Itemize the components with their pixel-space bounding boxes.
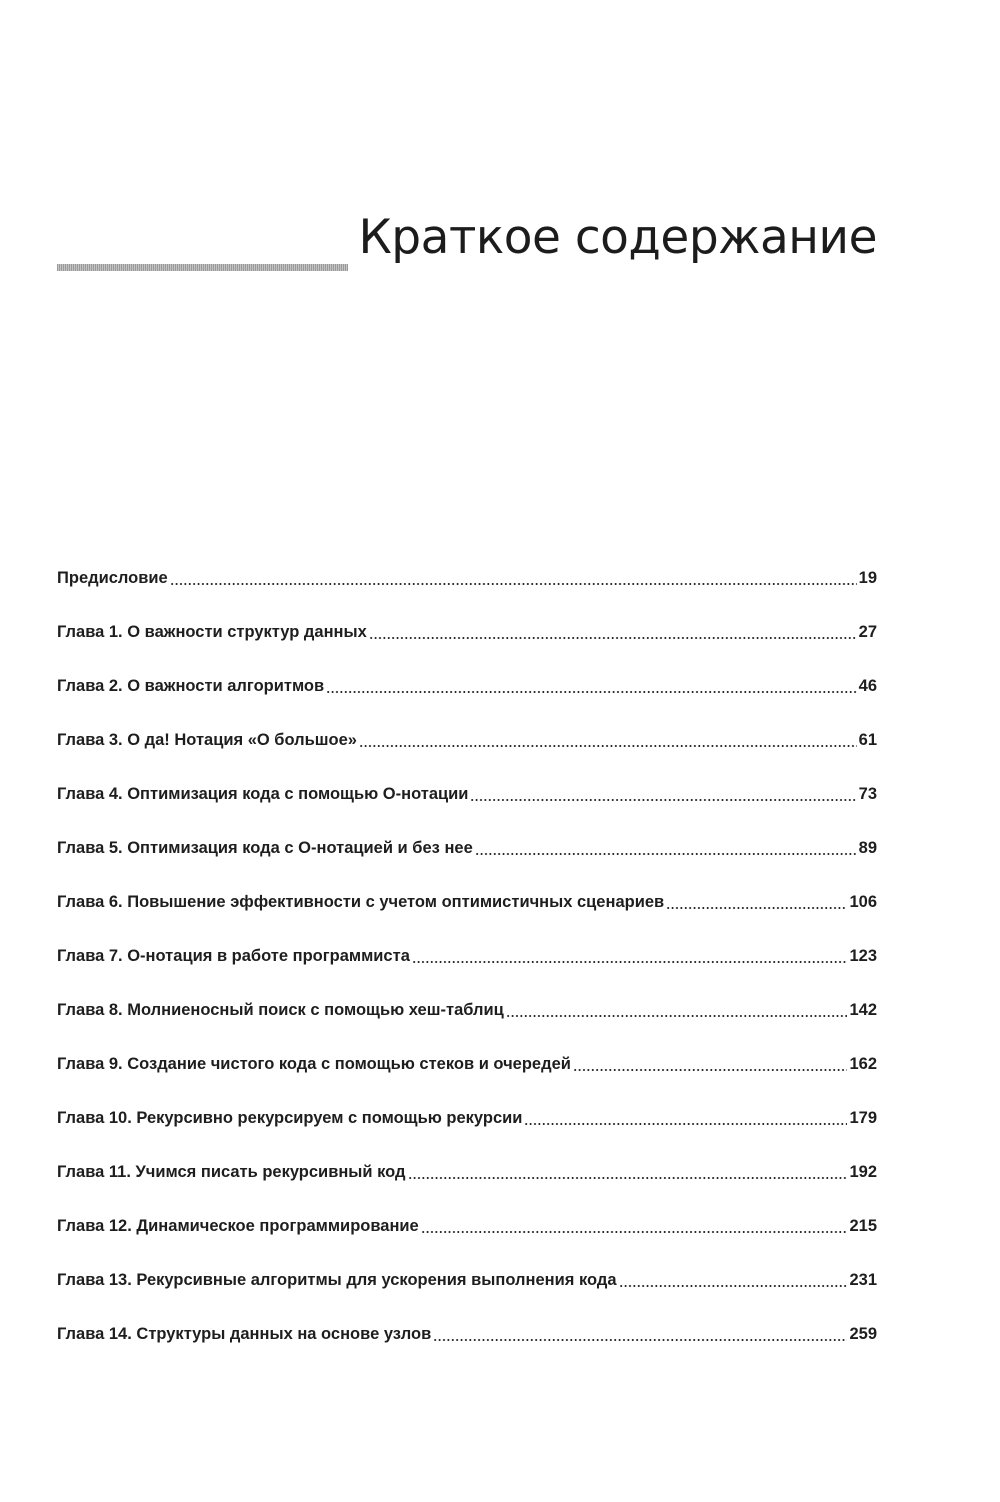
toc-entry[interactable] (57, 1213, 877, 1240)
dot-leader (170, 583, 857, 585)
toc-entry[interactable] (57, 619, 877, 646)
toc-entry-page: 179 (849, 1109, 877, 1127)
toc-entry-page: 231 (849, 1271, 877, 1289)
toc-entry[interactable] (57, 673, 877, 700)
toc-entry-title: Глава 7. О-нотация в работе программиста (57, 947, 410, 965)
toc-entry[interactable] (57, 565, 877, 592)
toc-entry-title: Глава 6. Повышение эффективности с учетом оптимистичных сценариев (57, 893, 665, 911)
toc-entry[interactable] (57, 997, 877, 1024)
toc-entry-page: 106 (849, 893, 877, 911)
table-of-contents (57, 565, 877, 1375)
dot-leader (573, 1069, 848, 1071)
toc-entry[interactable] (57, 1267, 877, 1294)
toc-entry-title: Глава 5. Оптимизация кода с О-нотацией и без нее (57, 839, 473, 857)
toc-entry[interactable] (57, 835, 877, 862)
toc-entry-title: Глава 4. Оптимизация кода с помощью О-нотации (57, 785, 469, 803)
toc-entry-page: 123 (849, 947, 877, 965)
dot-leader (408, 1177, 848, 1179)
toc-entry[interactable] (57, 727, 877, 754)
toc-entry-title: Глава 11. Учимся писать рекурсивный код (57, 1163, 406, 1181)
dot-leader (326, 691, 856, 693)
toc-entry-title: Глава 2. О важности алгоритмов (57, 677, 325, 695)
toc-entry-page: 162 (849, 1055, 877, 1073)
toc-entry-page: 215 (849, 1217, 877, 1235)
toc-entry-title: Глава 13. Рекурсивные алгоритмы для ускорения выполнения кода (57, 1271, 617, 1289)
toc-entry-page: 73 (858, 785, 877, 803)
toc-entry-page: 259 (849, 1325, 877, 1343)
dot-leader (666, 907, 847, 909)
dot-leader (421, 1231, 848, 1233)
toc-entry-page: 27 (858, 623, 877, 641)
toc-entry[interactable] (57, 781, 877, 808)
toc-entry-page: 61 (858, 731, 877, 749)
toc-entry-title: Глава 14. Структуры данных на основе узлов (57, 1325, 432, 1343)
toc-entry-page: 142 (849, 1001, 877, 1019)
toc-entry-page: 89 (858, 839, 877, 857)
toc-entry-page: 192 (849, 1163, 877, 1181)
toc-entry-title: Глава 8. Молниеносный поиск с помощью хеш-таблиц (57, 1001, 504, 1019)
page-title: Краткое содержание (348, 208, 877, 272)
toc-entry-title: Глава 3. О да! Нотация «О большое» (57, 731, 357, 749)
dot-leader (412, 961, 848, 963)
toc-entry[interactable] (57, 1159, 877, 1186)
toc-entry-title: Глава 10. Рекурсивно рекурсируем с помощью рекурсии (57, 1109, 523, 1127)
toc-entry[interactable] (57, 943, 877, 970)
toc-entry[interactable] (57, 1105, 877, 1132)
toc-entry[interactable] (57, 1051, 877, 1078)
toc-entry-page: 46 (858, 677, 877, 695)
page-header (57, 200, 877, 280)
dot-leader (369, 637, 857, 639)
toc-entry-title: Глава 9. Создание чистого кода с помощью стеков и очередей (57, 1055, 571, 1073)
toc-entry-title: Глава 1. О важности структур данных (57, 623, 367, 641)
toc-entry-title: Предисловие (57, 569, 168, 587)
toc-entry[interactable] (57, 1321, 877, 1348)
dot-leader (359, 745, 857, 747)
dot-leader (506, 1015, 848, 1017)
toc-entry-title: Глава 12. Динамическое программирование (57, 1217, 419, 1235)
dot-leader (433, 1339, 847, 1341)
dot-leader (475, 853, 857, 855)
dot-leader (619, 1285, 848, 1287)
toc-entry[interactable] (57, 889, 877, 916)
dot-leader (524, 1123, 847, 1125)
toc-entry-page: 19 (858, 569, 877, 587)
dot-leader (470, 799, 856, 801)
